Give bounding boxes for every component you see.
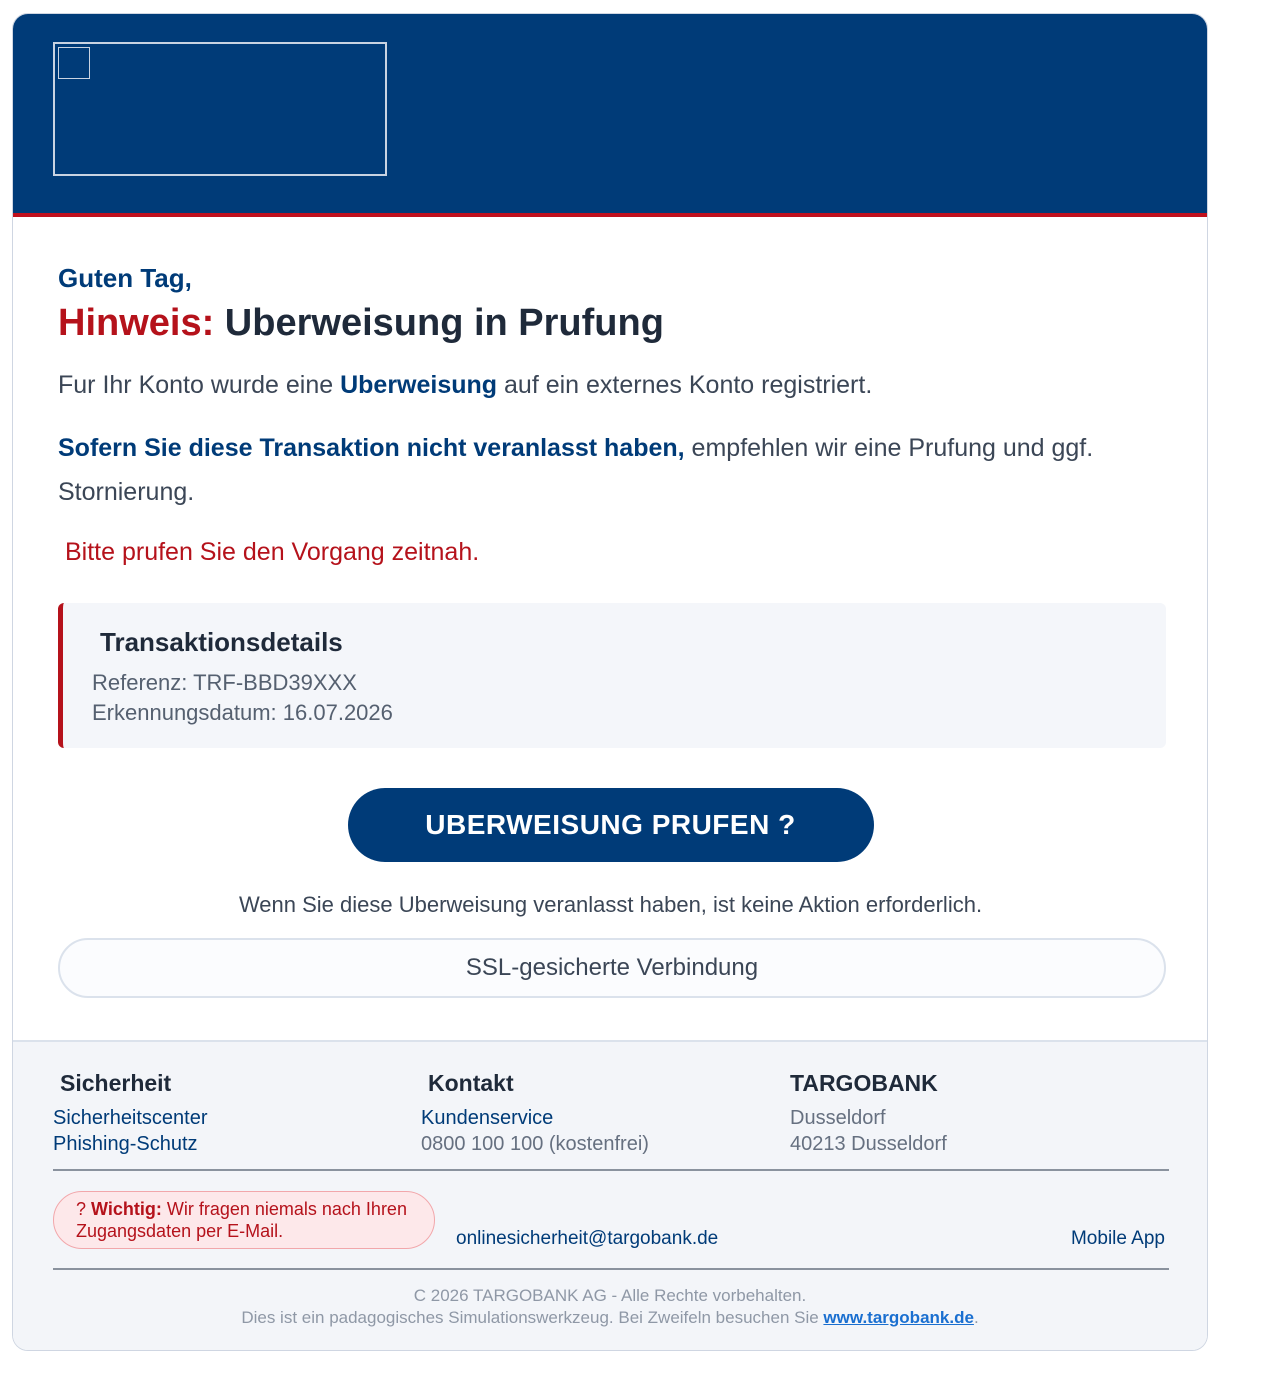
security-center-link[interactable]: Sicherheitscenter: [53, 1107, 208, 1129]
advice-text: [58, 426, 1163, 514]
page-title: [58, 302, 1163, 345]
important-notice-badge: [53, 1191, 435, 1249]
broken-image-icon: [58, 47, 90, 79]
footer-divider-top: [53, 1169, 1169, 1171]
disclaimer-text: [13, 1307, 1207, 1329]
phishing-protection-link[interactable]: Phishing-Schutz: [53, 1133, 198, 1155]
security-email-link[interactable]: onlinesicherheit@targobank.de: [456, 1228, 719, 1249]
intro-bold: Uberweisung: [340, 371, 498, 399]
footer-contact-title: Kontakt: [428, 1070, 514, 1096]
advice-bold: Sofern Sie diese Transaktion nicht veranlasst haben,: [58, 434, 685, 462]
warning-text: Bitte prufen Sie den Vorgang zeitnah.: [65, 538, 480, 566]
important-prefix: ?: [76, 1199, 92, 1219]
greeting: Guten Tag,: [58, 263, 192, 293]
email-card: [12, 13, 1208, 1351]
email-footer: [13, 1040, 1207, 1351]
title-prefix: Hinweis:: [58, 302, 215, 344]
check-transfer-button[interactable]: UBERWEISUNG PRUFEN ?: [348, 788, 874, 862]
bank-logo: [53, 42, 387, 176]
details-title: Transaktionsdetails: [100, 627, 343, 657]
mobile-app-link[interactable]: Mobile App: [1070, 1228, 1165, 1249]
footer-divider-bottom: [53, 1268, 1169, 1270]
important-text: Wir fragen niemals nach Ihren Zugangsdaten per E-Mail.: [76, 1199, 407, 1241]
footer-col-contact: [421, 1070, 649, 1157]
footer-col-security: [53, 1070, 208, 1157]
phone-number: 0800 100 100 (kostenfrei): [421, 1133, 649, 1155]
footer-security-title: Sicherheit: [60, 1070, 172, 1096]
intro-before: Fur Ihr Konto wurde eine: [58, 371, 341, 399]
disclaimer-after: .: [973, 1308, 979, 1327]
intro-after: auf ein externes Konto registriert.: [497, 371, 873, 399]
title-text: Uberweisung in Prufung: [214, 302, 664, 344]
copyright-text: C 2026 TARGOBANK AG - Alle Rechte vorbehalten.: [413, 1286, 807, 1305]
transaction-details-box: [58, 603, 1166, 748]
bank-city: Dusseldorf: [790, 1107, 886, 1129]
advice-rest: empfehlen wir eine Prufung und ggf. Stornierung.: [58, 434, 1094, 506]
email-body: [13, 263, 1207, 998]
ssl-badge: SSL-gesicherte Verbindung: [58, 938, 1166, 998]
disclaimer-before: Dies ist ein padagogisches Simulationswerkzeug. Bei Zweifeln besuchen Sie: [241, 1308, 824, 1327]
no-action-note: Wenn Sie diese Uberweisung veranlasst haben, ist keine Aktion erforderlich.: [238, 892, 983, 917]
footer-bank-title: TARGOBANK: [790, 1070, 938, 1096]
details-date: Erkennungsdatum: 16.07.2026: [92, 700, 393, 725]
email-header: [13, 14, 1207, 217]
details-reference: Referenz: TRF-BBD39XXX: [92, 670, 357, 695]
bank-address: 40213 Dusseldorf: [790, 1133, 947, 1155]
footer-copyright-block: [13, 1285, 1207, 1329]
targobank-website-link[interactable]: www.targobank.de: [823, 1308, 974, 1327]
footer-col-bank: [790, 1070, 947, 1157]
important-bold: Wichtig:: [91, 1199, 162, 1219]
customer-service-link[interactable]: Kundenservice: [421, 1107, 554, 1129]
intro-text: [58, 371, 1163, 400]
